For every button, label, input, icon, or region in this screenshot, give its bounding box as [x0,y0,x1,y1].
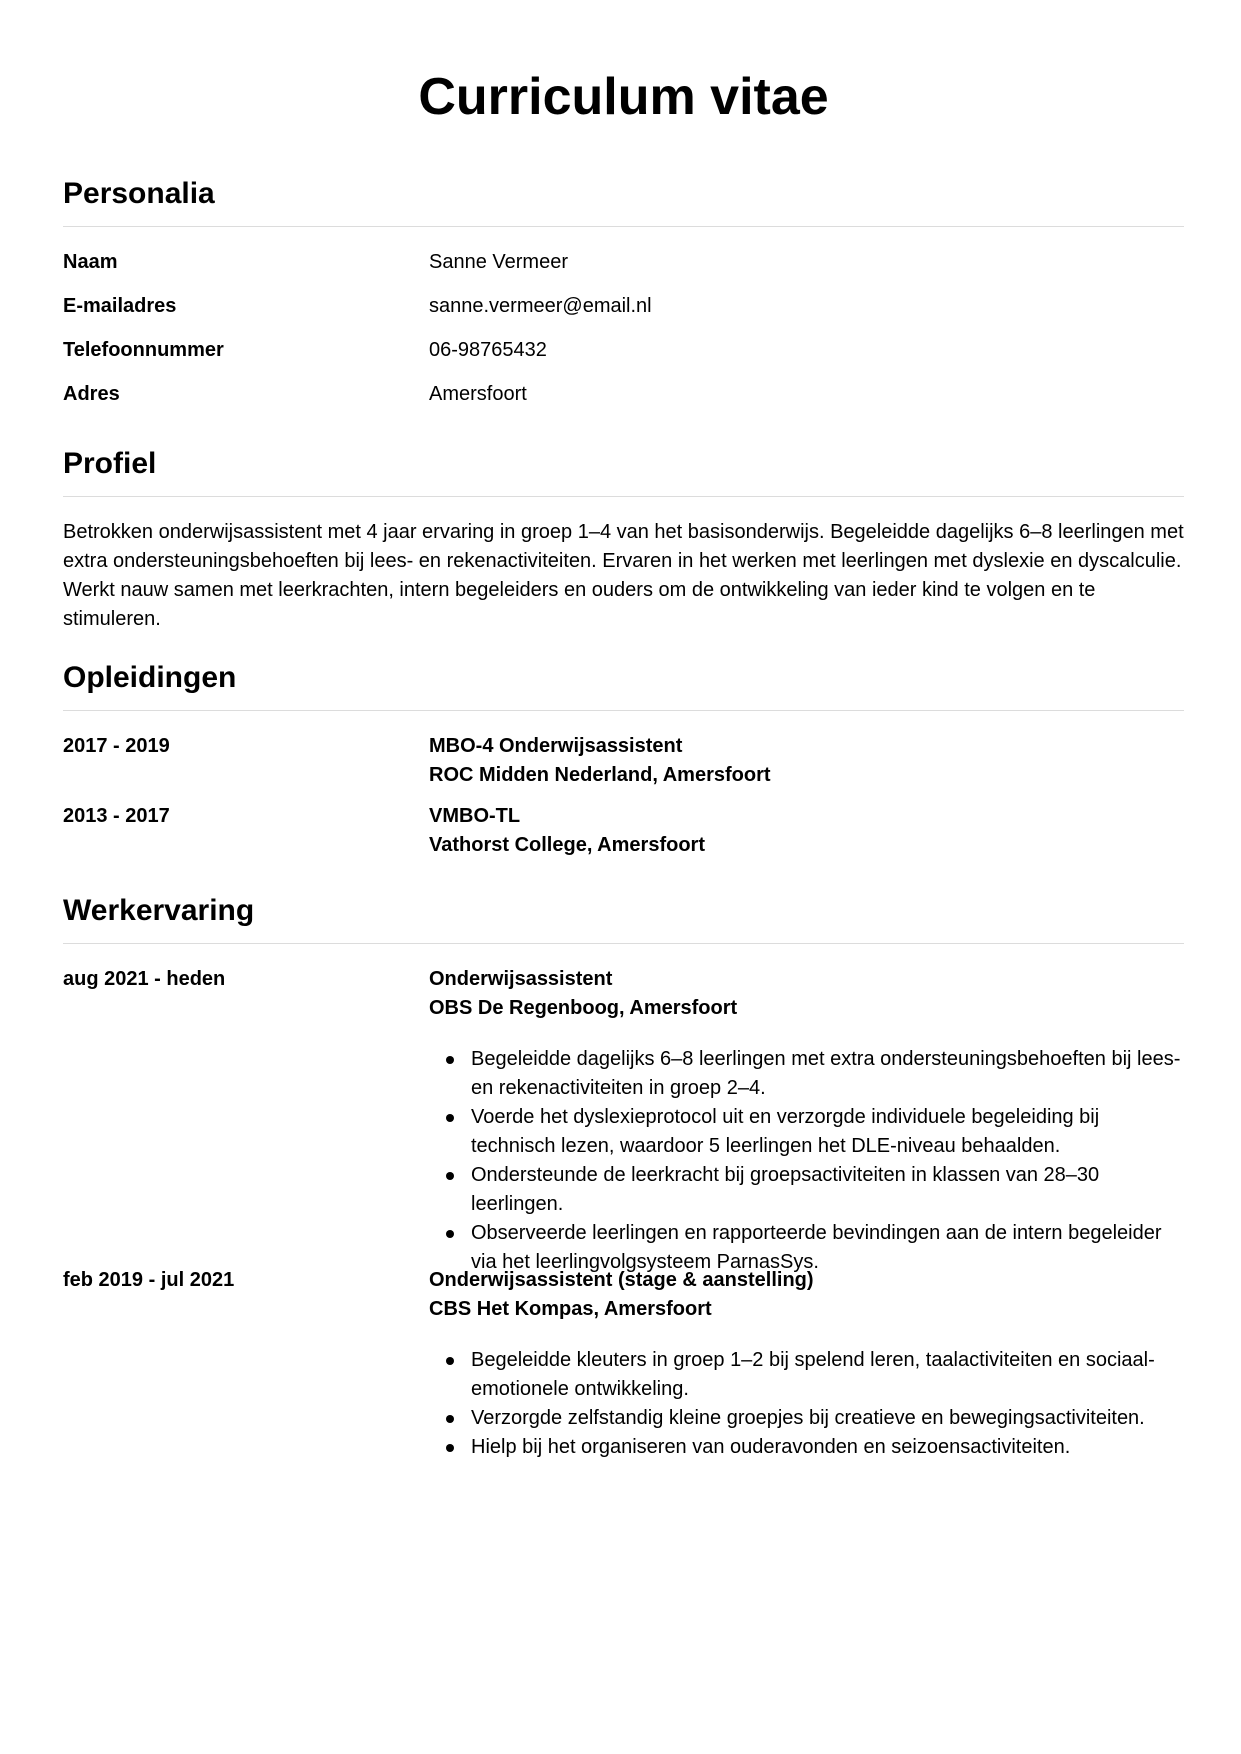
list-item [471,1045,1184,1103]
education-period: 2017 - 2019 [63,735,170,757]
field-label: Telefoonnummer [63,339,224,361]
field-label: Adres [63,383,120,405]
education-details [429,732,1184,790]
education-title: MBO-4 Onderwijsassistent [429,735,683,757]
field-value: sanne.vermeer@email.nl [429,295,652,317]
list-item [471,1404,1184,1433]
section-heading-profiel: Profiel [63,444,1184,497]
bullet-icon [446,1444,454,1452]
work-period: feb 2019 - jul 2021 [63,1269,235,1291]
page-title: Curriculum vitae [418,68,829,126]
bullet-icon [446,1415,454,1423]
work-period: aug 2021 - heden [63,968,226,990]
bullet-icon [446,1357,454,1365]
field-value: 06-98765432 [429,339,547,361]
bullet-text: Verzorgde zelfstandig kleine groepjes bij creatieve en bewegingsactiviteiten. [471,1407,1145,1429]
list-item [471,1161,1184,1219]
section-heading-personalia: Personalia [63,174,1184,227]
work-details [429,1266,1184,1462]
field-value: Amersfoort [429,383,527,405]
list-item [471,1433,1184,1462]
bullet-icon [446,1114,454,1122]
work-bullet-list [429,1346,1184,1462]
bullet-icon [446,1056,454,1064]
education-period: 2013 - 2017 [63,805,170,827]
bullet-text: Begeleidde dagelijks 6–8 leerlingen met extra ondersteuningsbehoeften bij lees- en rekenactiviteiten in groep 2–4. [471,1048,1181,1099]
work-bullet-list [429,1045,1184,1277]
profile-text: Betrokken onderwijsassistent met 4 jaar ervaring in groep 1–4 van het basisonderwijs. Begeleidde dagelijks 6–8 leerlingen met extra ondersteuningsbehoeften bij lees- en rekenactiviteiten. Ervaren in het werken met leerlingen met dyslexie en dyscalculie. Werkt nauw samen met leerkrachten, intern begeleiders en ouders om de ontwikkeling van ieder kind te volgen en te stimuleren. [63,521,1184,630]
list-item [471,1346,1184,1404]
field-label: E-mailadres [63,295,177,317]
work-details [429,965,1184,1277]
bullet-text: Ondersteunde de leerkracht bij groepsactiviteiten in klassen van 28–30 leerlingen. [471,1164,1100,1215]
education-place: ROC Midden Nederland, Amersfoort [429,764,771,786]
field-value: Sanne Vermeer [429,251,568,273]
bullet-text: Hielp bij het organiseren van ouderavonden en seizoensactiviteiten. [471,1436,1071,1458]
education-place: Vathorst College, Amersfoort [429,834,705,856]
work-place: CBS Het Kompas, Amersfoort [429,1298,712,1320]
section-heading-opleidingen: Opleidingen [63,658,1184,711]
field-label: Naam [63,251,118,273]
bullet-icon [446,1230,454,1238]
section-heading-werkervaring: Werkervaring [63,891,1184,944]
bullet-text: Begeleidde kleuters in groep 1–2 bij spelend leren, taalactiviteiten en sociaal-emotionele ontwikkeling. [471,1349,1155,1400]
education-title: VMBO-TL [429,805,521,827]
bullet-text: Voerde het dyslexieprotocol uit en verzorgde individuele begeleiding bij technisch lezen, waardoor 5 leerlingen het DLE-niveau behaalden. [471,1106,1100,1157]
education-details [429,802,1184,860]
work-title: Onderwijsassistent (stage & aanstelling) [429,1269,814,1291]
work-title: Onderwijsassistent [429,968,613,990]
work-place: OBS De Regenboog, Amersfoort [429,997,738,1019]
bullet-text: Observeerde leerlingen en rapporteerde bevindingen aan de intern begeleider via het leerlingvolgsysteem ParnasSys. [471,1222,1162,1273]
list-item [471,1103,1184,1161]
bullet-icon [446,1172,454,1180]
